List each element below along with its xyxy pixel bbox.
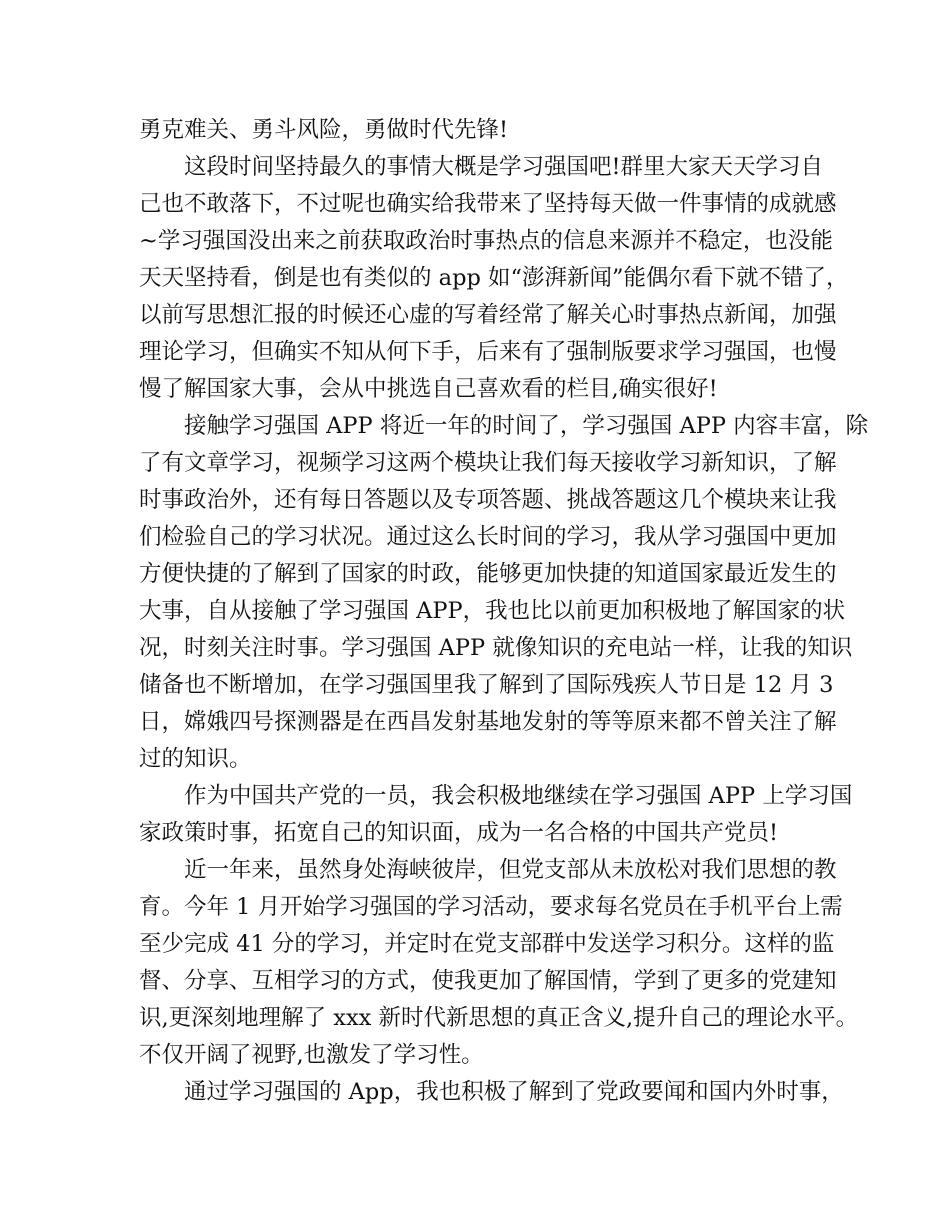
text-line: 况，时刻关注时事。学习强国 APP 就像知识的充电站一样，让我的知识 xyxy=(139,635,853,661)
text-line: 时事政治外，还有每日答题以及专项答题、挑战答题这几个模块来让我 xyxy=(139,487,837,513)
text-line: 育。今年 1 月开始学习强国的学习活动，要求每名党员在手机平台上需 xyxy=(139,894,843,920)
text-line: 接触学习强国 APP 将近一年的时间了，学习强国 APP 内容丰富，除 xyxy=(184,413,869,439)
text-line: 至少完成 41 分的学习，并定时在党支部群中发送学习积分。这样的监 xyxy=(139,931,835,957)
text-line: 了有文章学习，视频学习这两个模块让我们每天接收学习新知识，了解 xyxy=(139,450,837,476)
text-line: 大事，自从接触了学习强国 APP，我也比以前更加积极地了解国家的状 xyxy=(139,598,846,624)
document-body xyxy=(139,112,869,1111)
text-line: 过的知识。 xyxy=(139,746,252,772)
text-line: 近一年来，虽然身处海峡彼岸，但党支部从未放松对我们思想的教 xyxy=(184,857,837,883)
text-line: 天天坚持看，倒是也有类似的 app 如“澎湃新闻”能偶尔看下就不错了， xyxy=(139,265,849,291)
text-line: 日，嫦娥四号探测器是在西昌发射基地发射的等等原来都不曾关注了解 xyxy=(139,709,837,735)
text-line: 识,更深刻地理解了 xxx 新时代新思想的真正含义,提升自己的理论水平。 xyxy=(139,1005,859,1031)
text-line: 们检验自己的学习状况。通过这么长时间的学习，我从学习强国中更加 xyxy=(139,524,837,550)
text-line: 作为中国共产党的一员，我会积极地继续在学习强国 APP 上学习国 xyxy=(184,783,853,809)
text-line: 方便快捷的了解到了国家的时政，能够更加快捷的知道国家最近发生的 xyxy=(139,561,837,587)
text-line: 理论学习，但确实不知从何下手，后来有了强制版要求学习强国，也慢 xyxy=(139,339,837,365)
text-line: 不仅开阔了视野,也激发了学习性。 xyxy=(139,1042,484,1068)
text-line: 通过学习强国的 App，我也积极了解到了党政要闻和国内外时事， xyxy=(184,1079,844,1105)
text-line: 勇克难关、勇斗风险，勇做时代先锋! xyxy=(139,117,509,143)
text-line: 储备也不断增加，在学习强国里我了解到了国际残疾人节日是 12 月 3 xyxy=(139,672,834,698)
text-line: 这段时间坚持最久的事情大概是学习强国吧!群里大家天天学习自 xyxy=(184,154,824,180)
text-line: 己也不敢落下，不过呢也确实给我带来了坚持每天做一件事情的成就感 xyxy=(139,191,837,217)
text-line: ~学习强国没出来之前获取政治时事热点的信息来源并不稳定，也没能 xyxy=(139,228,833,254)
text-line: 慢了解国家大事，会从中挑选自己喜欢看的栏目,确实很好! xyxy=(139,376,718,402)
text-line: 以前写思想汇报的时候还心虚的写着经常了解关心时事热点新闻，加强 xyxy=(139,302,837,328)
text-line: 督、分享、互相学习的方式，使我更加了解国情，学到了更多的党建知 xyxy=(139,968,837,994)
text-line: 家政策时事，拓宽自己的知识面，成为一名合格的中国共产党员! xyxy=(139,820,779,846)
